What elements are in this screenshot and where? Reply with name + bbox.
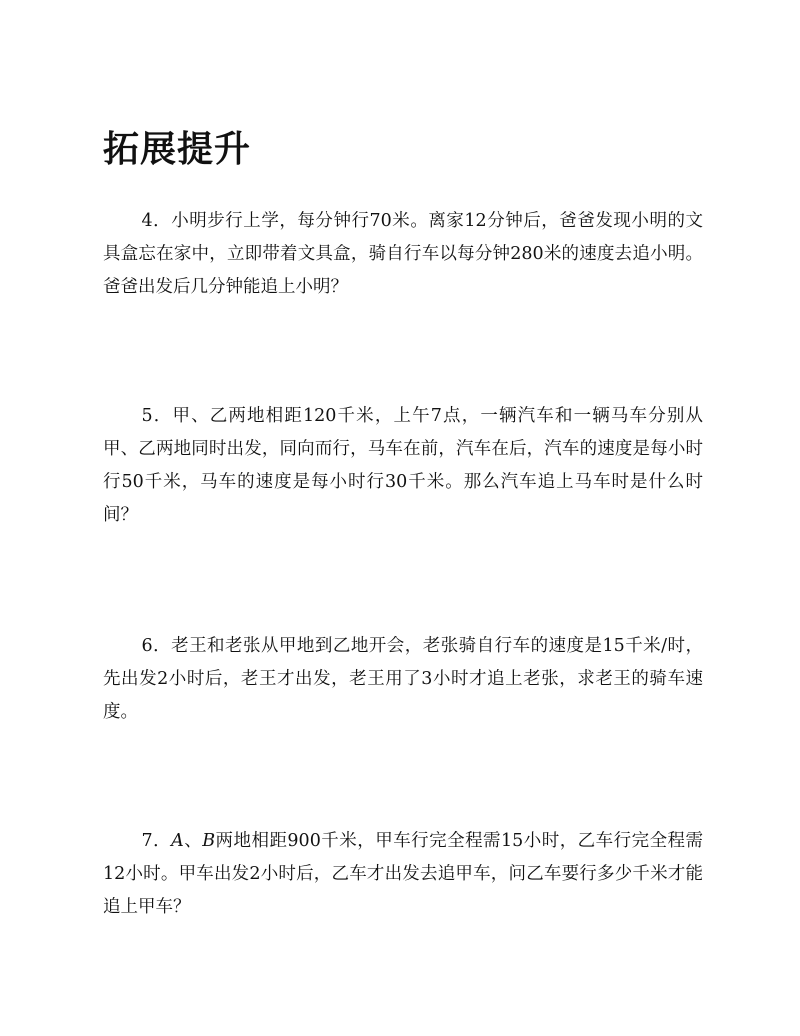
problem-6 [103,630,703,729]
problem-number: 5． [141,406,173,426]
problem-5 [103,400,703,532]
problem-text: 甲、乙两地相距120千米，上午7点，一辆汽车和一辆马车分别从甲、乙两地同时出发，同向而行，马车在前，汽车在后，汽车的速度是每小时行50千米，马车的速度是每小时行30千米。那么汽车追上马车时是什么时间？ [103,406,703,525]
problem-7 [103,825,703,924]
problem-4 [103,205,703,304]
problem-number: 6． [141,636,172,656]
page-title: 拓展提升 [103,129,252,170]
problem-text: 两地相距900千米，甲车行完全程需15小时，乙车行完全程需12小时。甲车出发2小时后，乙车才出发去追甲车，问乙车要行多少千米才能追上甲车？ [103,831,704,917]
problem-number: 4． [141,211,172,231]
point-a-label: A [171,831,184,851]
problem-number: 7． [141,831,172,851]
problem-text: 老王和老张从甲地到乙地开会，老张骑自行车的速度是15千米/时，先出发2小时后，老王才出发，老王用了3小时才追上老张，求老王的骑车速度。 [103,636,703,722]
point-b-label: B [202,831,216,851]
problem-text: 小明步行上学，每分钟行70米。离家12分钟后，爸爸发现小明的文具盒忘在家中，立即带着文具盒，骑自行车以每分钟280米的速度去追小明。爸爸出发后几分钟能追上小明？ [103,211,703,297]
separator: 、 [183,831,203,851]
